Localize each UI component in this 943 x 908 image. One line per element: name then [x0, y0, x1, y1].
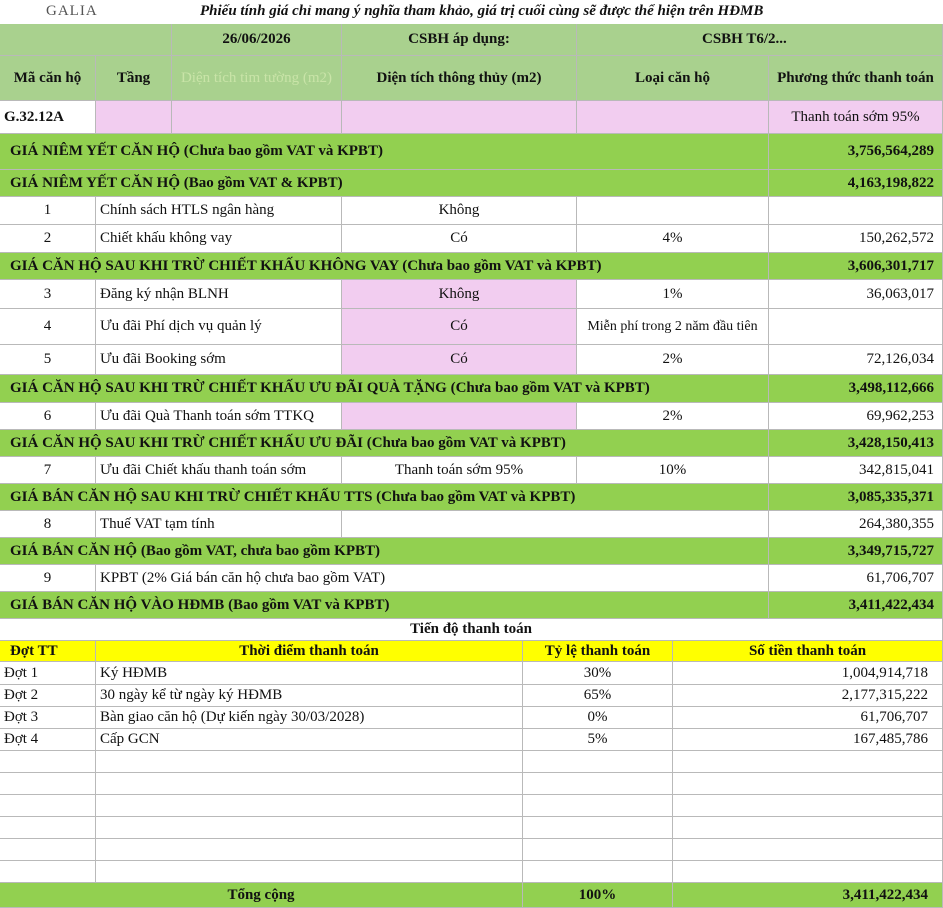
- item-name[interactable]: KPBT (2% Giá bán căn hộ chưa bao gồm VAT): [96, 565, 769, 592]
- list-price-incl-label[interactable]: GIÁ NIÊM YẾT CĂN HỘ (Bao gồm VAT & KPBT): [0, 170, 769, 197]
- item-rate[interactable]: 4%: [577, 225, 769, 253]
- item-no[interactable]: 5: [0, 345, 96, 375]
- after-noloan-label[interactable]: GIÁ CĂN HỘ SAU KHI TRỪ CHIẾT KHẤU KHÔNG VAY (Chưa bao gồm VAT và KPBT): [0, 253, 769, 280]
- item-no[interactable]: 4: [0, 309, 96, 345]
- item-name[interactable]: Ưu đãi Booking sớm: [96, 345, 342, 375]
- item-rate[interactable]: 10%: [577, 457, 769, 484]
- empty-cell[interactable]: [523, 861, 673, 883]
- item-rate[interactable]: 2%: [577, 345, 769, 375]
- item-name[interactable]: Ưu đãi Phí dịch vụ quản lý: [96, 309, 342, 345]
- schedule-ratio[interactable]: 5%: [523, 729, 673, 751]
- empty-cell[interactable]: [0, 817, 96, 839]
- contract-price-value[interactable]: 3,411,422,434: [769, 592, 943, 619]
- schedule-time[interactable]: 30 ngày kể từ ngày ký HĐMB: [96, 685, 523, 707]
- col-floor[interactable]: Tầng: [96, 56, 172, 101]
- schedule-ratio[interactable]: 65%: [523, 685, 673, 707]
- contract-price-label[interactable]: GIÁ BÁN CĂN HỘ VÀO HĐMB (Bao gồm VAT và KPBT): [0, 592, 769, 619]
- schedule-time[interactable]: Cấp GCN: [96, 729, 523, 751]
- item-value[interactable]: 264,380,355: [769, 511, 943, 538]
- empty-cell[interactable]: [96, 839, 523, 861]
- schedule-title[interactable]: Tiến độ thanh toán: [0, 619, 943, 641]
- empty-cell[interactable]: [523, 773, 673, 795]
- empty-cell[interactable]: [96, 795, 523, 817]
- item-name[interactable]: Thuế VAT tạm tính: [96, 511, 342, 538]
- empty-cell[interactable]: [96, 817, 523, 839]
- list-price-excl-label[interactable]: GIÁ NIÊM YẾT CĂN HỘ (Chưa bao gồm VAT và KPBT): [0, 134, 769, 170]
- item-no[interactable]: 2: [0, 225, 96, 253]
- list-price-incl-value[interactable]: 4,163,198,822: [769, 170, 943, 197]
- col-unit-code[interactable]: Mã căn hộ: [0, 56, 96, 101]
- col-payment-method[interactable]: Phương thức thanh toán: [769, 56, 943, 101]
- schedule-phase[interactable]: Đợt 3: [0, 707, 96, 729]
- schedule-amount[interactable]: 167,485,786: [673, 729, 943, 751]
- item-value[interactable]: 342,815,041: [769, 457, 943, 484]
- empty-cell[interactable]: [523, 817, 673, 839]
- empty-cell[interactable]: [673, 795, 943, 817]
- after-gift-label[interactable]: GIÁ CĂN HỘ SAU KHI TRỪ CHIẾT KHẤU ƯU ĐÃI QUÀ TẶNG (Chưa bao gồm VAT và KPBT): [0, 375, 769, 403]
- empty-cell[interactable]: [0, 861, 96, 883]
- item-no[interactable]: 3: [0, 280, 96, 309]
- unit-code[interactable]: G.32.12A: [0, 101, 96, 134]
- empty-cell[interactable]: [0, 773, 96, 795]
- item-value[interactable]: 72,126,034: [769, 345, 943, 375]
- unit-payment-method[interactable]: Thanh toán sớm 95%: [769, 101, 943, 134]
- empty-cell[interactable]: [96, 751, 523, 773]
- item-name[interactable]: Ưu đãi Quà Thanh toán sớm TTKQ: [96, 403, 342, 430]
- item-value[interactable]: 69,962,253: [769, 403, 943, 430]
- item-option[interactable]: Có: [342, 225, 577, 253]
- item-value[interactable]: 150,262,572: [769, 225, 943, 253]
- col-area-net[interactable]: Diện tích thông thủy (m2): [342, 56, 577, 101]
- empty-cell[interactable]: [523, 751, 673, 773]
- item-no[interactable]: 1: [0, 197, 96, 225]
- item-option[interactable]: Có: [342, 345, 577, 375]
- item-value[interactable]: 36,063,017: [769, 280, 943, 309]
- sale-vat-label[interactable]: GIÁ BÁN CĂN HỘ (Bao gồm VAT, chưa bao gồm KPBT): [0, 538, 769, 565]
- sale-vat-value[interactable]: 3,349,715,727: [769, 538, 943, 565]
- schedule-ratio[interactable]: 0%: [523, 707, 673, 729]
- empty-cell[interactable]: [0, 751, 96, 773]
- schedule-col-phase[interactable]: Đợt TT: [0, 641, 96, 662]
- schedule-amount[interactable]: 1,004,914,718: [673, 662, 943, 685]
- date-cell[interactable]: 26/06/2026: [172, 24, 342, 56]
- item-blank[interactable]: [342, 511, 769, 538]
- empty-cell[interactable]: [673, 751, 943, 773]
- empty-cell[interactable]: [0, 795, 96, 817]
- schedule-time[interactable]: Bàn giao căn hộ (Dự kiến ngày 30/03/2028): [96, 707, 523, 729]
- schedule-total-ratio[interactable]: 100%: [523, 883, 673, 908]
- schedule-phase[interactable]: Đợt 1: [0, 662, 96, 685]
- item-option[interactable]: Không: [342, 197, 577, 225]
- blank-cell[interactable]: [0, 24, 172, 56]
- empty-cell[interactable]: [673, 817, 943, 839]
- after-tts-label[interactable]: GIÁ BÁN CĂN HỘ SAU KHI TRỪ CHIẾT KHẤU TTS (Chưa bao gồm VAT và KPBT): [0, 484, 769, 511]
- schedule-time[interactable]: Ký HĐMB: [96, 662, 523, 685]
- unit-area-net[interactable]: [342, 101, 577, 134]
- item-no[interactable]: 7: [0, 457, 96, 484]
- empty-cell[interactable]: [673, 773, 943, 795]
- list-price-excl-value[interactable]: 3,756,564,289: [769, 134, 943, 170]
- empty-cell[interactable]: [96, 861, 523, 883]
- policy-label[interactable]: CSBH áp dụng:: [342, 24, 577, 56]
- item-rate[interactable]: 1%: [577, 280, 769, 309]
- item-name[interactable]: Đăng ký nhận BLNH: [96, 280, 342, 309]
- empty-cell[interactable]: [673, 861, 943, 883]
- after-noloan-value[interactable]: 3,606,301,717: [769, 253, 943, 280]
- schedule-col-time[interactable]: Thời điểm thanh toán: [96, 641, 523, 662]
- schedule-total-amount[interactable]: 3,411,422,434: [673, 883, 943, 908]
- empty-cell[interactable]: [523, 795, 673, 817]
- item-no[interactable]: 8: [0, 511, 96, 538]
- schedule-col-amount[interactable]: Số tiền thanh toán: [673, 641, 943, 662]
- item-value[interactable]: 61,706,707: [769, 565, 943, 592]
- empty-cell[interactable]: [96, 773, 523, 795]
- col-unit-type[interactable]: Loại căn hộ: [577, 56, 769, 101]
- empty-cell[interactable]: [0, 839, 96, 861]
- item-option[interactable]: Có: [342, 309, 577, 345]
- schedule-amount[interactable]: 2,177,315,222: [673, 685, 943, 707]
- schedule-phase[interactable]: Đợt 2: [0, 685, 96, 707]
- empty-cell[interactable]: [673, 839, 943, 861]
- item-value[interactable]: [769, 197, 943, 225]
- after-promo-value[interactable]: 3,428,150,413: [769, 430, 943, 457]
- policy-value[interactable]: CSBH T6/2...: [577, 24, 943, 56]
- schedule-amount[interactable]: 61,706,707: [673, 707, 943, 729]
- item-name[interactable]: Ưu đãi Chiết khấu thanh toán sớm: [96, 457, 342, 484]
- item-name[interactable]: Chính sách HTLS ngân hàng: [96, 197, 342, 225]
- unit-area-built[interactable]: [172, 101, 342, 134]
- schedule-total-label[interactable]: Tổng cộng: [0, 883, 523, 908]
- company-logo: GALIA: [46, 3, 98, 19]
- item-option[interactable]: Không: [342, 280, 577, 309]
- schedule-ratio[interactable]: 30%: [523, 662, 673, 685]
- item-name[interactable]: Chiết khấu không vay: [96, 225, 342, 253]
- after-promo-label[interactable]: GIÁ CĂN HỘ SAU KHI TRỪ CHIẾT KHẤU ƯU ĐÃI (Chưa bao gồm VAT và KPBT): [0, 430, 769, 457]
- empty-cell[interactable]: [523, 839, 673, 861]
- item-no[interactable]: 6: [0, 403, 96, 430]
- after-gift-value[interactable]: 3,498,112,666: [769, 375, 943, 403]
- unit-floor[interactable]: [96, 101, 172, 134]
- schedule-col-ratio[interactable]: Tỷ lệ thanh toán: [523, 641, 673, 662]
- item-no[interactable]: 9: [0, 565, 96, 592]
- page-notice: Phiếu tính giá chỉ mang ý nghĩa tham khảo, giá trị cuối cùng sẽ được thể hiện trên HĐMB: [200, 3, 764, 19]
- item-option[interactable]: Thanh toán sớm 95%: [342, 457, 577, 484]
- item-rate[interactable]: 2%: [577, 403, 769, 430]
- unit-type[interactable]: [577, 101, 769, 134]
- after-tts-value[interactable]: 3,085,335,371: [769, 484, 943, 511]
- item-option[interactable]: [342, 403, 577, 430]
- item-value[interactable]: [769, 309, 943, 345]
- col-area-built[interactable]: Diện tích tim tường (m2): [172, 56, 342, 101]
- schedule-phase[interactable]: Đợt 4: [0, 729, 96, 751]
- item-rate[interactable]: Miễn phí trong 2 năm đầu tiên: [577, 309, 769, 345]
- item-rate[interactable]: [577, 197, 769, 225]
